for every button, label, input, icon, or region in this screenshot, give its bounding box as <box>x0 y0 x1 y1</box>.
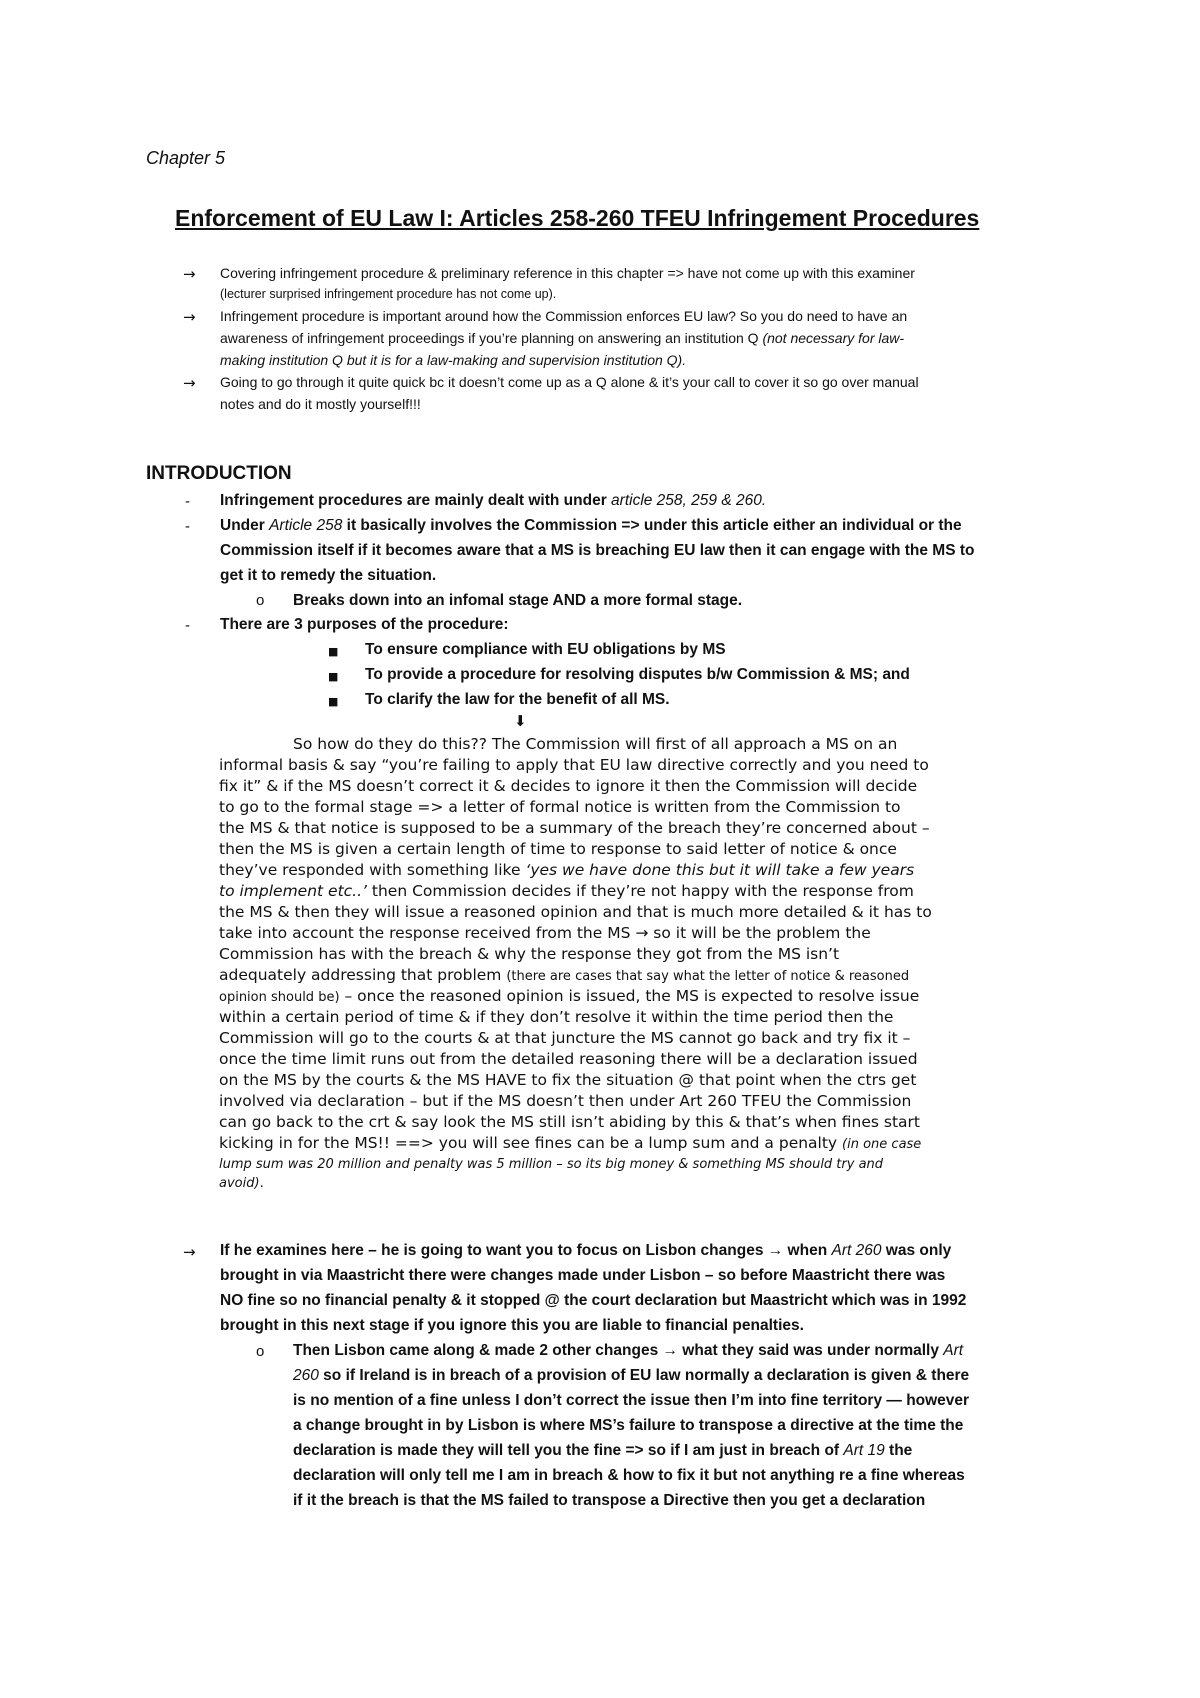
paragraph-line-17: on the MS by the courts & the MS HAVE to fix the situation @ that point when the ctrs get <box>219 1071 917 1089</box>
paragraph-line-2: informal basis & say “you’re failing to apply that EU law directive correctly and you need to <box>219 756 929 774</box>
bullet-3-line-1: Going to go through it quite quick bc it doesn’t come up as a Q alone & it’s your call to cover it so go over manual <box>220 374 919 390</box>
o-bullet: o <box>256 592 265 609</box>
o-bullet: o <box>256 1343 265 1360</box>
paragraph-line-19: can go back to the crt & say look the MS still isn’t abiding by this & that’s when fines start <box>219 1113 920 1131</box>
lisbon-subitem-line-7: if it the breach is that the MS failed to transpose a Directive then you get a declaration <box>293 1492 926 1509</box>
lisbon-item-line-3: NO fine so no financial penalty & it stopped @ the court declaration but Maastricht which was in 1992 <box>220 1292 967 1309</box>
purpose-1: To ensure compliance with EU obligations by MS <box>365 641 726 658</box>
lisbon-subitem-line-3: is no mention of a fine unless I don’t correct the issue then I’m into fine territory — however <box>293 1392 970 1409</box>
chapter-label: Chapter 5 <box>146 148 226 168</box>
lisbon-subitem-line-5: declaration is made they will tell you the fine => so if I am just in breach of Art 19 the <box>293 1442 913 1459</box>
paragraph-line-11: Commission has with the breach & why the response they got from the MS isn’t <box>219 945 840 963</box>
arrow-bullet-icon: → <box>183 374 196 392</box>
dash-bullet: - <box>185 617 190 634</box>
paragraph-line-9: the MS & then they will issue a reasoned opinion and that is much more detailed & it has to <box>219 903 932 921</box>
paragraph-line-21: lump sum was 20 million and penalty was 5 million – so its big money & something MS should try and <box>219 1157 884 1172</box>
paragraph-line-12: adequately addressing that problem (there are cases that say what the letter of notice & reasoned <box>219 966 910 984</box>
bullet-1-line-1: Covering infringement procedure & preliminary reference in this chapter => have not come up with this examiner <box>220 265 915 281</box>
paragraph-line-16: once the time limit runs out from the detailed reasoning there will be a declaration issued <box>219 1050 918 1068</box>
purpose-3: To clarify the law for the benefit of all MS. <box>365 691 670 708</box>
paragraph-line-22: avoid). <box>219 1176 264 1191</box>
bullet-2-line-1: Infringement procedure is important around how the Commission enforces EU law? So you do need to have an <box>220 308 908 324</box>
intro-item-2-line-3: get it to remedy the situation. <box>220 567 437 584</box>
square-bullet-icon: ■ <box>328 645 339 658</box>
paragraph-line-8: to implement etc..’ then Commission decides if they’re not happy with the response from <box>219 882 914 900</box>
paragraph-line-7: they’ve responded with something like ‘yes we have done this but it will take a few years <box>219 861 915 879</box>
bullet-3-line-2: notes and do it mostly yourself!!! <box>220 396 421 412</box>
bullet-2-line-2: awareness of infringement proceedings if you’re planning on answering an institution Q (not necessary for law- <box>220 330 905 346</box>
paragraph-line-1: So how do they do this?? The Commission will first of all approach a MS on an <box>293 735 898 753</box>
paragraph-line-15: Commission will go to the courts & at that juncture the MS cannot go back and try fix it – <box>219 1029 911 1047</box>
paragraph-line-18: involved via declaration – but if the MS doesn’t then under Art 260 TFEU the Commission <box>219 1092 912 1110</box>
paragraph-line-14: within a certain period of time & if they don’t resolve it within the time period then the <box>219 1008 894 1026</box>
section-heading-introduction: INTRODUCTION <box>146 463 292 484</box>
square-bullet-icon: ■ <box>328 670 339 683</box>
lisbon-subitem-line-4: a change brought in by Lisbon is where MS’s failure to transpose a directive at the time the <box>293 1417 964 1434</box>
arrow-bullet-icon: → <box>183 265 196 283</box>
purpose-2: To provide a procedure for resolving disputes b/w Commission & MS; and <box>365 666 910 683</box>
paragraph-line-3: fix it” & if the MS doesn’t correct it & decides to ignore it then the Commission will decide <box>219 777 918 795</box>
paragraph-line-20: kicking in for the MS!! ==> you will see fines can be a lump sum and a penalty (in one case <box>219 1134 922 1152</box>
intro-item-2-line-1: Under Article 258 it basically involves the Commission => under this article either an individual or the <box>220 517 962 534</box>
lisbon-item-line-4: brought in this next stage if you ignore this you are liable to financial penalties. <box>220 1317 804 1334</box>
intro-item-2-line-2: Commission itself if it becomes aware that a MS is breaching EU law then it can engage with the MS to <box>220 542 975 559</box>
lisbon-item-line-1: If he examines here – he is going to want you to focus on Lisbon changes → when Art 260 was only <box>220 1242 952 1259</box>
intro-item-1: Infringement procedures are mainly dealt with under article 258, 259 & 260. <box>220 492 767 509</box>
intro-item-3: There are 3 purposes of the procedure: <box>220 616 509 633</box>
dash-bullet: - <box>185 518 190 535</box>
square-bullet-icon: ■ <box>328 695 339 708</box>
paragraph-line-13: opinion should be) – once the reasoned opinion is issued, the MS is expected to resolve issue <box>219 987 920 1005</box>
lisbon-subitem-line-6: declaration will only tell me I am in breach & how to fix it but not anything re a fine whereas <box>293 1467 965 1484</box>
arrow-bullet-icon: → <box>183 1243 196 1261</box>
arrow-bullet-icon: → <box>183 308 196 326</box>
page-title: Enforcement of EU Law I: Articles 258-260 TFEU Infringement Procedures <box>175 205 980 231</box>
paragraph-line-10: take into account the response received from the MS → so it will be the problem the <box>219 924 871 942</box>
lisbon-item-line-2: brought in via Maastricht there were changes made under Lisbon – so before Maastricht there was <box>220 1267 946 1284</box>
paragraph-line-4: to go to the formal stage => a letter of formal notice is written from the Commission to <box>219 798 901 816</box>
intro-subitem-stages: Breaks down into an infomal stage AND a more formal stage. <box>293 592 743 609</box>
paragraph-line-6: then the MS is given a certain length of time to response to said letter of notice & once <box>219 840 897 858</box>
down-arrow-icon: ⬇ <box>514 712 527 730</box>
lisbon-subitem-line-2: 260 so if Ireland is in breach of a provision of EU law normally a declaration is given & there <box>293 1367 970 1384</box>
bullet-1-line-2: (lecturer surprised infringement procedure has not come up). <box>220 287 557 301</box>
dash-bullet: - <box>185 493 190 510</box>
paragraph-line-5: the MS & that notice is supposed to be a summary of the breach they’re concerned about – <box>219 819 930 837</box>
bullet-2-line-3: making institution Q but it is for a law-making and supervision institution Q). <box>220 352 687 368</box>
lisbon-subitem-line-1: Then Lisbon came along & made 2 other changes → what they said was under normally Art <box>293 1342 964 1359</box>
